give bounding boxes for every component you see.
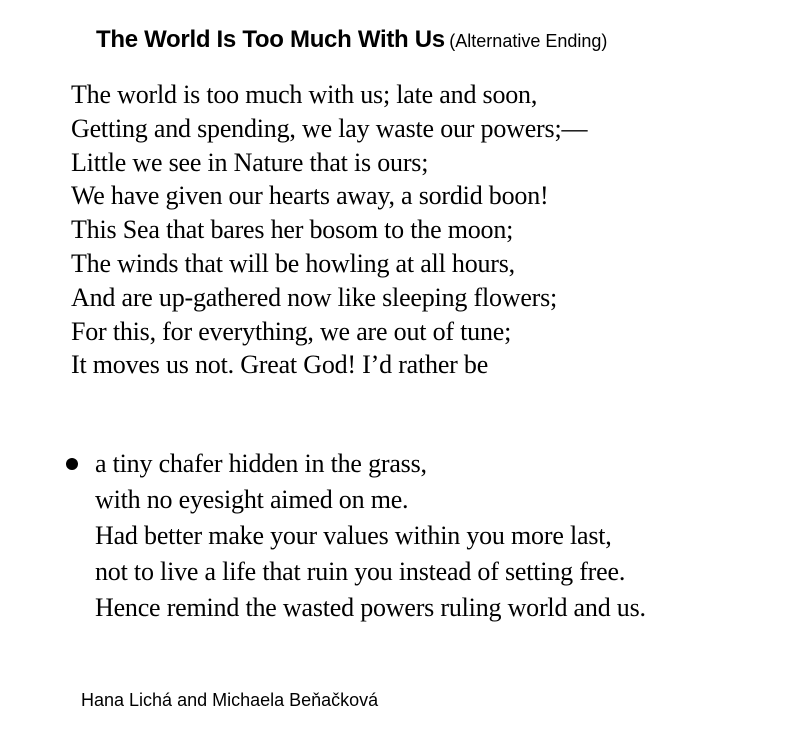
original-stanza (71, 78, 587, 382)
poem-line: The winds that will be howling at all hours, (71, 248, 515, 278)
authors-credit: Hana Lichá and Michaela Beňačková (81, 690, 379, 710)
poem-line: Getting and spending, we lay waste our powers;— (71, 113, 588, 143)
ending-line: not to live a life that ruin you instead of setting free. (95, 557, 626, 586)
title-main: The World Is Too Much With Us (96, 26, 445, 53)
poem-line: The world is too much with us; late and soon, (71, 80, 538, 109)
alternative-ending (66, 446, 646, 626)
poem-line: And are up-gathered now like sleeping flowers; (71, 282, 558, 312)
ending-line: with no eyesight aimed on me. (95, 485, 409, 514)
title-subtitle: (Alternative Ending) (449, 31, 608, 51)
ending-line: Had better make your values within you more last, (95, 521, 612, 550)
poem-line: It moves us not. Great God! I’d rather be (71, 350, 489, 380)
poem-title (96, 26, 607, 54)
poem-line: We have given our hearts away, a sordid boon! (71, 181, 549, 211)
ending-line: a tiny chafer hidden in the grass, (95, 449, 427, 478)
poem-line: Little we see in Nature that is ours; (71, 147, 429, 177)
poem-line: For this, for everything, we are out of tune; (71, 316, 512, 346)
ending-lines (95, 446, 646, 626)
bullet-icon (66, 458, 78, 470)
ending-line: Hence remind the wasted powers ruling world and us. (95, 593, 646, 622)
poem-line: This Sea that bares her bosom to the moon; (71, 215, 514, 245)
